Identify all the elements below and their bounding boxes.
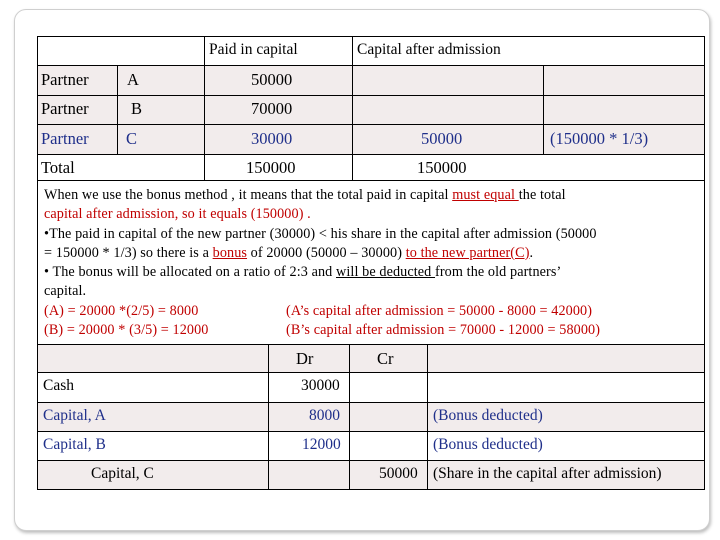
debit-header: Dr (296, 349, 314, 368)
grid-line (37, 344, 705, 345)
total-paid-in: 150000 (246, 158, 296, 177)
explanation-line: When we use the bonus method , it means that the total paid in capital must equal the total (44, 187, 566, 203)
share-formula: (150000 * 1/3) (550, 129, 649, 148)
grid-line (37, 402, 705, 403)
grid-line (37, 124, 705, 125)
debit-amount: 12000 (302, 436, 341, 453)
grid-line (37, 431, 705, 432)
entry-note: (Bonus deducted) (433, 436, 543, 453)
grid-line (352, 36, 353, 181)
grid-line (37, 65, 705, 66)
grid-line (704, 344, 705, 490)
debit-amount: 30000 (301, 377, 340, 394)
row-label: Partner (41, 129, 89, 148)
journal-row-capital-b (37, 431, 705, 460)
grid-line (37, 95, 705, 96)
journal-header-row (37, 344, 705, 372)
account-name: Capital, A (43, 407, 106, 424)
explanation-line: • The bonus will be allocated on a ratio of 2:3 and will be deducted from the old partners’ (44, 264, 562, 281)
grid-line (37, 344, 38, 490)
credit-header: Cr (377, 349, 394, 368)
header-paid-in-capital: Paid in capital (209, 41, 298, 58)
row-label: Partner (41, 70, 89, 89)
partner-letter: C (126, 129, 138, 148)
journal-row-cash (37, 372, 705, 402)
row-label: Partner (41, 99, 89, 118)
explanation-line: = 150000 * 1/3) so there is a bonus of 20000 (50000 – 30000) to the new partner(C). (44, 244, 534, 261)
grid-line (427, 344, 428, 490)
explanation-line: •The paid in capital of the new partner (30000) < his share in the capital after admission (50000 (44, 225, 597, 242)
account-name: Capital, B (43, 436, 106, 453)
journal-table (37, 344, 705, 490)
explanation-line: (B) = 20000 * (3/5) = 12000 (B’s capital after admission = 70000 - 12000 = 58000) (44, 322, 601, 339)
grid-line (349, 344, 350, 490)
grid-line (704, 65, 705, 181)
grid-line (37, 489, 705, 490)
debit-amount: 8000 (309, 407, 340, 424)
total-label: Total (41, 158, 75, 177)
partner-letter: B (131, 99, 143, 118)
account-name: Cash (43, 377, 74, 394)
paid-in-value: 30000 (251, 129, 293, 148)
header-capital-after-admission: Capital after admission (357, 41, 501, 58)
journal-row-capital-a (37, 402, 705, 431)
row-total (37, 154, 705, 180)
paid-in-value: 70000 (251, 99, 293, 118)
grid-line (37, 460, 705, 461)
partner-letter: A (127, 70, 139, 89)
grid-line (37, 65, 38, 181)
explanation-line: (A) = 20000 *(2/5) = 8000 (A’s capital after admission = 50000 - 8000 = 42000) (44, 302, 593, 319)
grid-line (204, 36, 205, 181)
account-name: Capital, C (91, 465, 154, 482)
total-capital-after: 150000 (417, 158, 467, 177)
capital-after-value: 50000 (421, 129, 463, 148)
grid-line (37, 372, 705, 373)
explanation-text (44, 186, 704, 340)
paid-in-value: 50000 (251, 70, 293, 89)
grid-line (117, 65, 118, 154)
entry-note: (Bonus deducted) (433, 407, 543, 424)
grid-line (543, 65, 544, 154)
capital-table (37, 36, 705, 180)
grid-line (37, 154, 705, 155)
explanation-line: capital after admission, so it equals (150000) . (44, 206, 311, 223)
entry-note: (Share in the capital after admission) (433, 465, 662, 482)
credit-amount: 50000 (379, 465, 418, 482)
grid-line (268, 344, 269, 490)
explanation-line: capital. (44, 283, 87, 300)
